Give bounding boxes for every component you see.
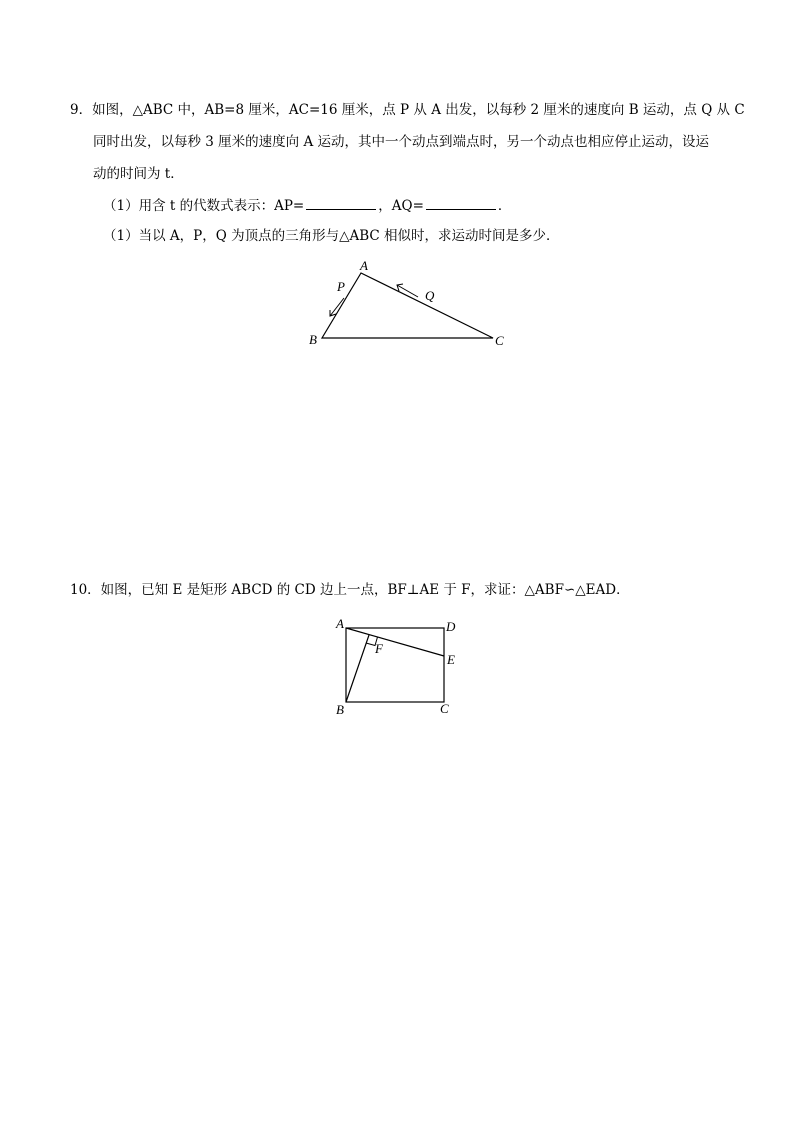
label-a: A [336, 616, 344, 631]
q9-part-1-mid: ，AQ= [378, 198, 424, 214]
q9-part-1-end: ． [497, 198, 512, 214]
label-a: A [360, 258, 368, 273]
q9-triangle-figure [309, 258, 504, 348]
label-c: C [440, 701, 449, 716]
arrow-q [397, 285, 418, 297]
label-c: C [495, 333, 504, 348]
label-b: B [309, 332, 317, 347]
q9-text-line-2: 同时出发，以每秒 3 厘米的速度向 A 运动，其中一个动点到端点时，另一个动点也相应停止运动，设运 [93, 134, 710, 150]
q9-part-2: （1）当以 A，P，Q 为顶点的三角形与△ABC 相似时，求运动时间是多少． [103, 228, 560, 244]
triangle-abc [322, 273, 493, 338]
label-q: Q [425, 288, 435, 303]
segment-bf [346, 635, 369, 702]
rectangle-abcd [346, 628, 444, 702]
label-e: E [447, 652, 455, 667]
label-p: P [337, 279, 345, 294]
q9-text-line-3: 动的时间为 t． [93, 166, 184, 182]
q9-part-1-prefix: （1）用含 t 的代数式表示：AP= [103, 198, 305, 214]
label-b: B [336, 702, 344, 717]
q9-text-line-1: 9．如图，△ABC 中，AB=8 厘米，AC=16 厘米，点 P 从 A 出发，以每秒 2 厘米的速度向 B 运动，点 Q 从 C [70, 102, 745, 118]
label-f: F [375, 641, 383, 656]
segment-ae [346, 628, 444, 656]
q10-text-line-1: 10．如图，已知 E 是矩形 ABCD 的 CD 边上一点，BF⊥AE 于 F，求证：△ABF∽△EAD． [70, 582, 630, 598]
q10-rectangle-figure [335, 616, 456, 717]
label-d: D [446, 619, 456, 634]
